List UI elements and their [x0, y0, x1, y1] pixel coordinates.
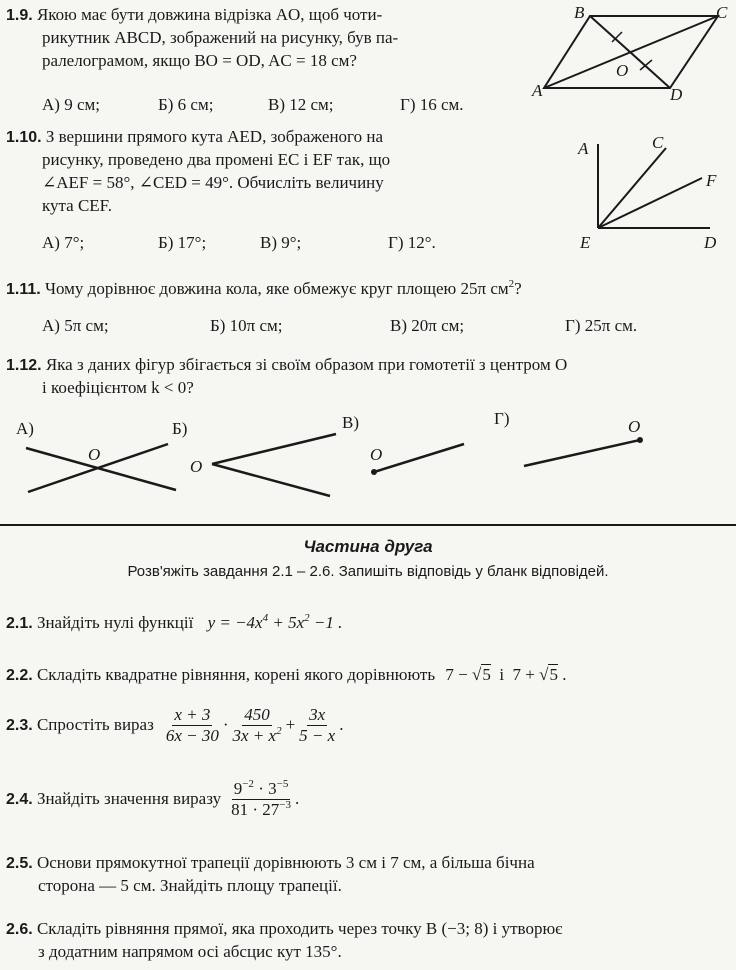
- question-text-line: ∠AEF = 58°, ∠CED = 49°. Обчисліть величину: [42, 172, 384, 192]
- label-d: D: [704, 233, 717, 252]
- option-v[interactable]: В) 9°;: [260, 233, 302, 252]
- question-number: 1.12.: [6, 357, 42, 374]
- ray-ec: [598, 148, 666, 228]
- fraction: [164, 706, 221, 745]
- part-title: Частина друга: [303, 537, 433, 556]
- option-b[interactable]: Б) 6 см;: [158, 95, 214, 114]
- label-d: D: [670, 85, 683, 102]
- operator: ·: [222, 715, 229, 735]
- label-f: F: [706, 171, 717, 190]
- denominator: 6x − 30: [165, 725, 219, 745]
- superscript: 2: [276, 724, 282, 737]
- question-end: ?: [514, 279, 522, 298]
- question-2-5: [6, 852, 731, 898]
- question-number: 2.1.: [6, 615, 33, 632]
- parallelogram-figure: [530, 2, 736, 102]
- operator: +: [285, 715, 296, 735]
- option-g[interactable]: Г) 16 см.: [400, 95, 464, 114]
- point-o-label: O: [88, 445, 101, 464]
- label-c: C: [716, 3, 728, 22]
- denominator: [231, 726, 284, 746]
- question-text: Знайдіть нулі функції: [36, 613, 194, 632]
- point-o-label: O: [370, 445, 383, 464]
- homothety-figures: [0, 410, 736, 510]
- formula-part: 81 · 27: [231, 799, 280, 819]
- fraction: [231, 706, 284, 745]
- question-text-line: з додатним напрямом осі абсцис кут 135°.: [38, 941, 342, 961]
- option-v[interactable]: В) 20π см;: [390, 316, 465, 335]
- question-text-line: ралелограмом, якщо BO = OD, AC = 18 см?: [42, 50, 357, 70]
- formula-part: · 3: [253, 779, 277, 798]
- denominator-text: 3x + x: [232, 725, 277, 745]
- label-b: B: [574, 3, 585, 22]
- option-g[interactable]: Г) 12°.: [388, 233, 436, 252]
- question-text-line: Основи прямокутної трапеції дорівнюють 3 см і 7 см, а більша бічна: [36, 853, 535, 872]
- question-2-6: [6, 918, 731, 964]
- formula: [208, 613, 343, 632]
- question-1-11: [6, 278, 731, 301]
- question-text: Чому дорівнює довжина кола, яке обмежує круг площею 25π см: [44, 279, 509, 298]
- formula-part: .: [557, 665, 567, 684]
- formula: 7 − √5 і 7 + √5 .: [445, 665, 567, 684]
- numerator: x + 3: [174, 705, 211, 724]
- option-a[interactable]: А) 5π см;: [42, 316, 109, 335]
- question-number: 1.10.: [6, 129, 42, 146]
- question-1-9: [6, 4, 506, 73]
- option-v[interactable]: В): [342, 413, 359, 432]
- figure-v-segment: [374, 444, 464, 472]
- formula-end: .: [294, 789, 300, 809]
- question-text-line: Складіть рівняння прямої, яка проходить через точку B (−3; 8) і утворює: [36, 919, 563, 938]
- option-v[interactable]: В) 12 см;: [268, 95, 334, 114]
- formula-part: + 5x: [268, 613, 305, 632]
- question-number: 2.5.: [6, 855, 33, 872]
- question-text-line: З вершини прямого кута AED, зображеного на: [45, 127, 383, 146]
- option-b[interactable]: Б) 17°;: [158, 233, 207, 252]
- figure-b-ray: [212, 464, 330, 496]
- question-2-4: [6, 780, 299, 819]
- question-text: Спростіть вираз: [36, 715, 154, 735]
- section-divider: [0, 524, 736, 526]
- question-1-10: [6, 126, 551, 218]
- question-number: 2.2.: [6, 667, 33, 684]
- superscript: 2: [304, 612, 310, 624]
- sqrt-radicand: 5: [549, 665, 558, 684]
- formula-end: .: [339, 715, 344, 735]
- label-c: C: [652, 133, 664, 152]
- question-text-line: Якою має бути довжина відрізка AO, щоб чоти-: [36, 5, 383, 24]
- diagonal-bd: [590, 16, 670, 88]
- denominator: [229, 800, 293, 820]
- label-o: O: [616, 61, 629, 80]
- question-1-12: [6, 354, 731, 400]
- question-number: 2.3.: [6, 716, 33, 734]
- question-text-line: рисунку, проведено два промені EC і EF так, що: [42, 149, 391, 169]
- numerator: 3x: [309, 705, 326, 724]
- question-text-line: і коефіцієнтом k < 0?: [42, 377, 194, 397]
- option-a[interactable]: А): [16, 419, 34, 438]
- point-o-label: O: [190, 457, 203, 476]
- question-text-line: сторона — 5 см. Знайдіть площу трапеції.: [38, 875, 342, 895]
- option-b[interactable]: Б) 10π см;: [210, 316, 283, 335]
- formula-part: y = −4x: [207, 613, 263, 632]
- option-a[interactable]: А) 7°;: [42, 233, 85, 252]
- question-text: Знайдіть значення виразу: [36, 789, 222, 809]
- superscript: −5: [276, 778, 289, 790]
- question-2-2: [6, 664, 566, 687]
- option-a[interactable]: А) 9 см;: [42, 95, 100, 114]
- option-b[interactable]: Б): [172, 419, 188, 438]
- question-2-3: [6, 706, 343, 745]
- superscript: −3: [279, 798, 291, 811]
- formula-part: −1 .: [309, 613, 343, 632]
- denominator: 5 − x: [299, 725, 336, 745]
- point-o-label: O: [628, 417, 641, 436]
- option-g[interactable]: Г) 25π см.: [565, 316, 638, 335]
- superscript: −2: [242, 778, 254, 790]
- question-number: 1.11.: [6, 281, 41, 298]
- sqrt-radicand: 5: [482, 665, 491, 684]
- numerator: 450: [244, 705, 270, 724]
- label-a: A: [578, 139, 589, 158]
- formula-part: 7 −: [445, 665, 472, 684]
- figure-g-segment: [524, 440, 640, 466]
- question-2-1: [6, 612, 342, 635]
- question-number: 1.9.: [6, 7, 33, 24]
- fraction: [229, 780, 293, 819]
- question-text-line: кута CEF.: [42, 195, 113, 215]
- label-e: E: [580, 233, 591, 252]
- question-text-line: рикутник ABCD, зображений на рисунку, був па-: [42, 27, 399, 47]
- label-a: A: [532, 81, 543, 100]
- superscript: 4: [262, 612, 269, 624]
- angle-figure: [570, 128, 736, 256]
- numerator: [232, 780, 291, 800]
- formula-part: і: [490, 665, 513, 684]
- question-number: 2.4.: [6, 790, 33, 808]
- question-number: 2.6.: [6, 921, 33, 938]
- superscript: 2: [508, 278, 515, 290]
- formula-part: 7 +: [512, 665, 540, 684]
- fraction: [297, 706, 337, 745]
- option-g[interactable]: Г): [494, 409, 510, 428]
- figure-b-ray: [212, 434, 336, 464]
- ray-ef: [598, 178, 702, 228]
- question-text-line: Яка з даних фігур збігається зі своїм образом при гомотетії з центром O: [45, 355, 568, 374]
- question-text: Складіть квадратне рівняння, корені якого дорівнюють: [36, 665, 436, 684]
- part-subtitle: Розв'яжіть завдання 2.1 – 2.6. Запишіть відповідь у бланк відповідей.: [127, 563, 609, 580]
- point-o: [637, 437, 643, 443]
- formula-part: 9: [233, 779, 243, 798]
